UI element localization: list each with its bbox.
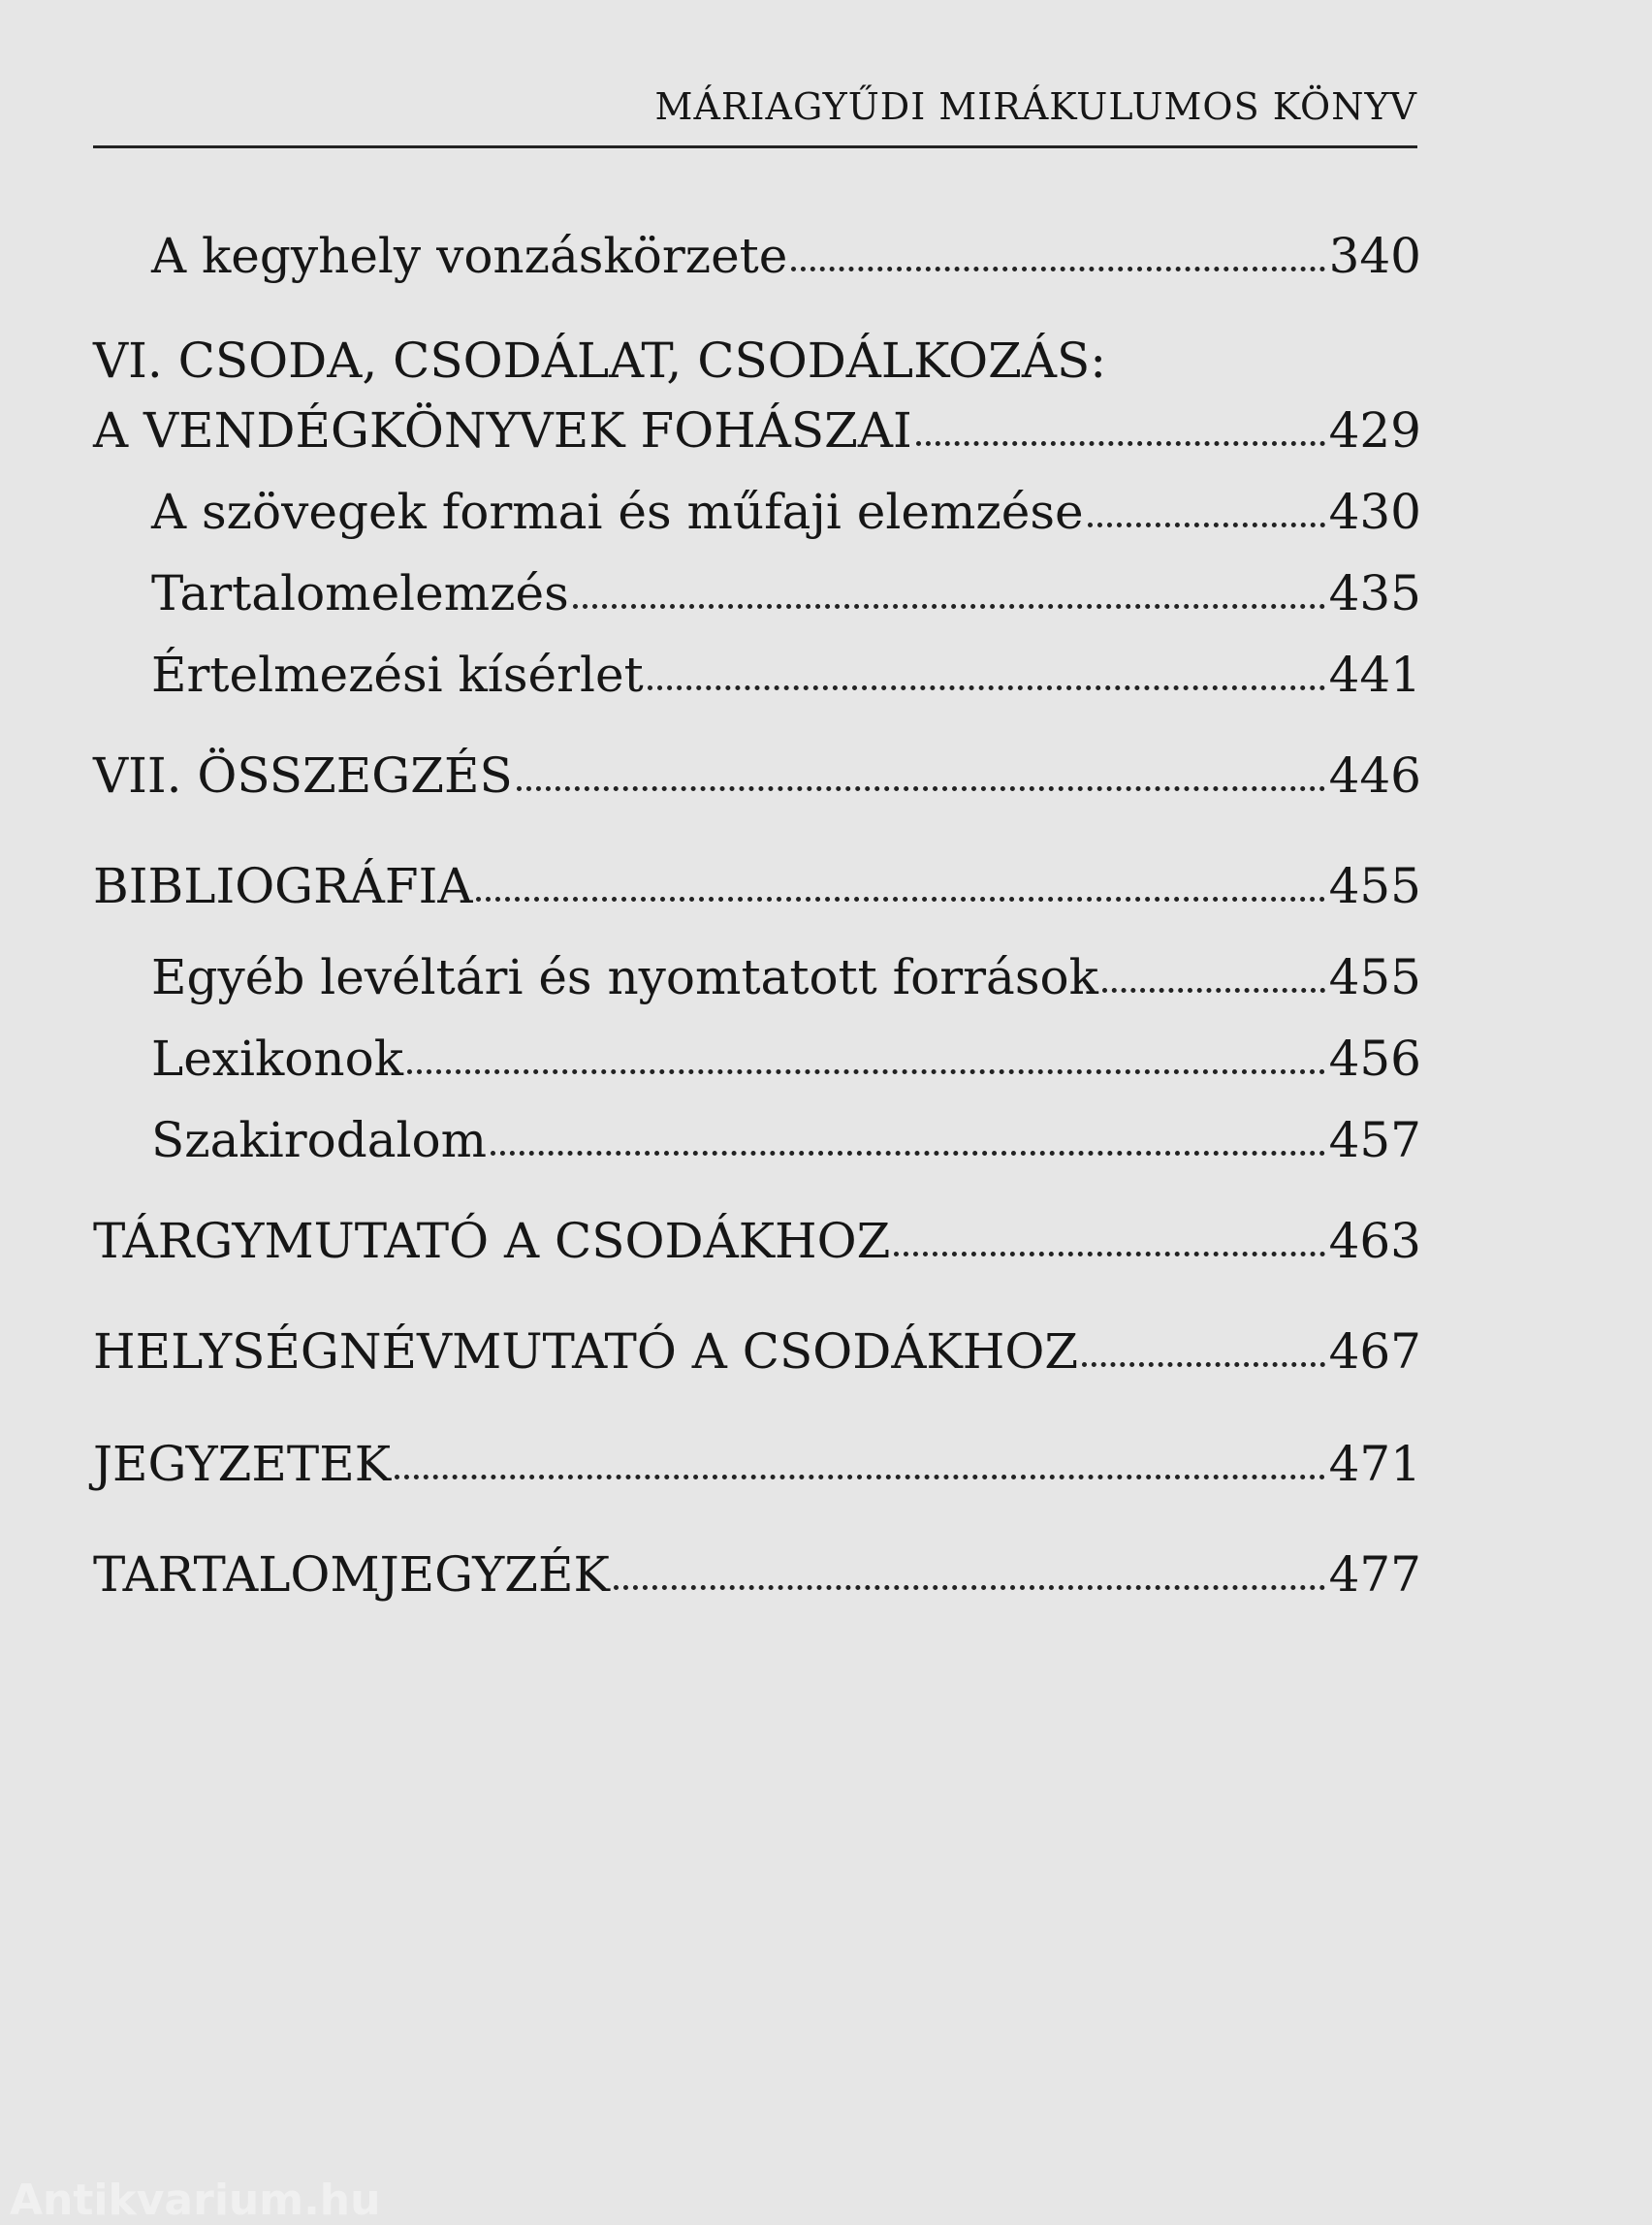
toc-entry-page: 455: [1328, 949, 1421, 1005]
toc-entry-title: A VENDÉGKÖNYVEK FOHÁSZAI: [93, 402, 912, 459]
toc-entry-title: A szövegek formai és műfaji elemzése: [151, 484, 1084, 540]
toc-entry-tartalomjegyzek: [93, 1534, 1421, 1604]
toc-entry-bibliografia: [93, 845, 1421, 915]
header-rule: [93, 145, 1417, 148]
toc-entry-title: TÁRGYMUTATÓ A CSODÁKHOZ: [93, 1213, 891, 1269]
dot-leader: [491, 1151, 1325, 1156]
dot-leader: [1088, 523, 1325, 527]
toc-entry-tartalomelemzes: [151, 553, 1421, 622]
dot-leader: [1082, 1362, 1324, 1367]
toc-entry-page: 457: [1328, 1112, 1421, 1168]
toc-entry-ertelmezesi-kiserlet: [151, 634, 1421, 704]
dot-leader: [614, 1585, 1325, 1590]
toc-entry-page: 477: [1328, 1546, 1421, 1603]
toc-entry-jegyzetek: [93, 1423, 1421, 1493]
toc-entry-targymutato: [93, 1200, 1421, 1270]
dot-leader: [407, 1069, 1325, 1074]
dot-leader: [916, 441, 1325, 446]
toc-entry-title: Tartalomelemzés: [151, 565, 569, 621]
dot-leader: [894, 1252, 1324, 1256]
toc-entry-title: Egyéb levéltári és nyomtatott források: [151, 949, 1098, 1005]
dot-leader: [476, 897, 1324, 902]
toc-entry-szakirodalom: [151, 1099, 1421, 1169]
toc-entry-title: VII. ÖSSZEGZÉS: [93, 747, 513, 804]
toc-entry-page: 456: [1328, 1031, 1421, 1087]
dot-leader: [1102, 988, 1325, 993]
toc-entry-title: Értelmezési kísérlet: [151, 647, 644, 703]
toc-entry-helysegnevmutato: [93, 1311, 1421, 1381]
toc-entry-title: HELYSÉGNÉVMUTATÓ A CSODÁKHOZ: [93, 1323, 1079, 1380]
toc-entry-page: 446: [1328, 747, 1421, 804]
dot-leader: [517, 786, 1325, 791]
toc-entry-a-kegyhely-vonzaskorzete: [151, 215, 1421, 285]
toc-entry-lexikonok: [151, 1018, 1421, 1088]
toc-entry-chapter-vi-line1: VI. CSODA, CSODÁLAT, CSODÁLKOZÁS:: [93, 333, 1107, 389]
toc-entry-page: 467: [1328, 1323, 1421, 1380]
watermark: Antikvarium.hu: [10, 2176, 381, 2225]
running-header: MÁRIAGYŰDI MIRÁKULUMOS KÖNYV: [654, 85, 1417, 128]
toc-entry-title: JEGYZETEK: [93, 1436, 392, 1492]
dot-leader: [573, 604, 1325, 609]
toc-entry-chapter-vi: [93, 390, 1421, 460]
toc-entry-page: 471: [1328, 1436, 1421, 1492]
toc-entry-page: 430: [1328, 484, 1421, 540]
toc-entry-leveltari-forrasok: [151, 937, 1421, 1006]
toc-entry-page: 429: [1328, 402, 1421, 459]
toc-entry-title: TARTALOMJEGYZÉK: [93, 1546, 610, 1603]
toc-entry-page: 455: [1328, 858, 1421, 914]
dot-leader: [791, 267, 1324, 271]
toc-entry-title: Lexikonok: [151, 1031, 403, 1087]
toc-entry-title: A kegyhely vonzáskörzete: [151, 228, 788, 284]
toc-entry-szovegek-elemzese: [151, 471, 1421, 541]
dot-leader: [395, 1475, 1325, 1479]
toc-entry-page: 441: [1328, 647, 1421, 703]
toc-entry-chapter-vii: [93, 735, 1421, 805]
toc-entry-title: Szakirodalom: [151, 1112, 488, 1168]
toc-entry-page: 340: [1328, 228, 1421, 284]
dot-leader: [648, 685, 1325, 690]
toc-entry-title: BIBLIOGRÁFIA: [93, 858, 473, 914]
toc-entry-page: 435: [1328, 565, 1421, 621]
toc-entry-page: 463: [1328, 1213, 1421, 1269]
